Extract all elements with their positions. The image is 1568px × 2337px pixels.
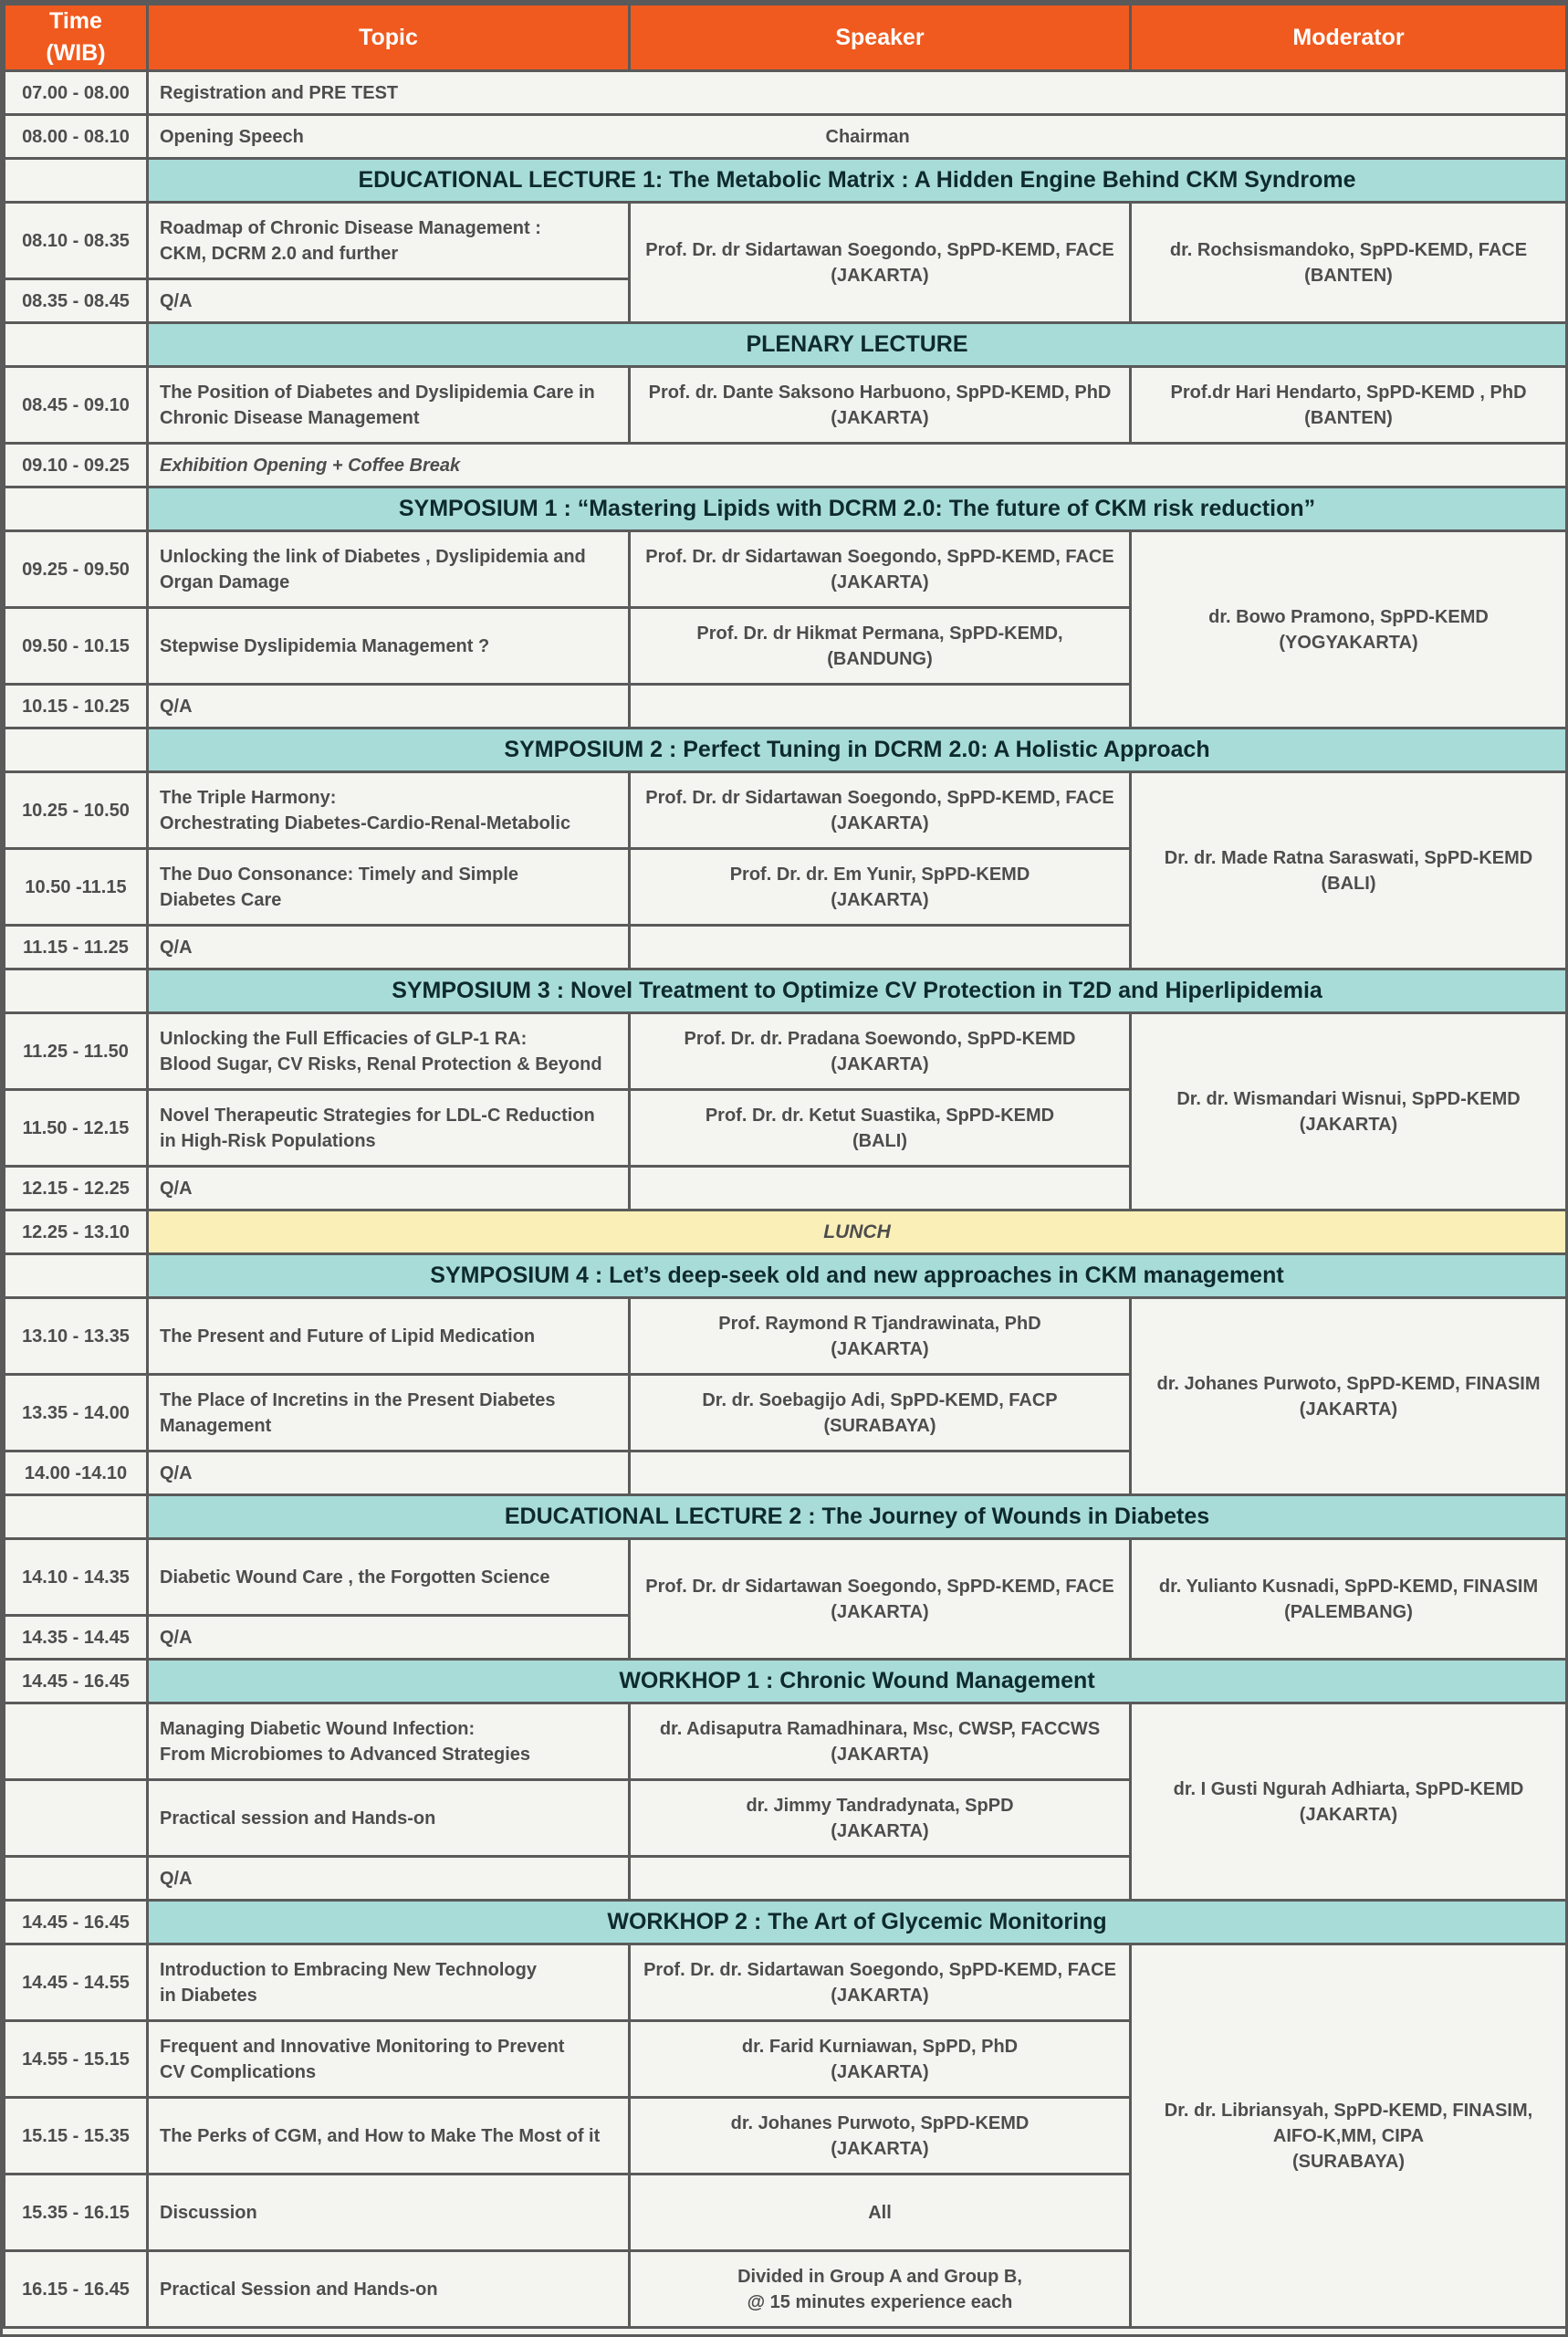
session-topic: Registration and PRE TEST	[148, 71, 1567, 115]
table-row	[5, 1703, 1567, 1780]
session-time: 09.50 - 10.15	[5, 608, 148, 685]
session-topic: Discussion	[148, 2175, 630, 2251]
session-moderator: dr. Yulianto Kusnadi, SpPD-KEMD, FINASIM (PALEMBANG)	[1131, 1539, 1567, 1660]
session-time: 08.45 - 09.10	[5, 367, 148, 444]
session-time: 11.15 - 11.25	[5, 926, 148, 969]
session-speaker: Prof. Dr. dr Sidartawan Soegondo, SpPD-KEMD, FACE (JAKARTA)	[630, 772, 1131, 849]
section-time	[5, 1495, 148, 1539]
session-time: 15.15 - 15.35	[5, 2098, 148, 2175]
session-topic: Q/A	[148, 926, 630, 969]
session-time	[5, 1780, 148, 1857]
session-moderator: Dr. dr. Wismandari Wisnui, SpPD-KEMD (JAKARTA)	[1131, 1013, 1567, 1210]
session-topic: Unlocking the link of Diabetes , Dyslipidemia and Organ Damage	[148, 531, 630, 608]
session-speaker: Prof. Raymond R Tjandrawinata, PhD (JAKARTA)	[630, 1298, 1131, 1375]
empty-speaker	[630, 1857, 1131, 1901]
section-time	[5, 487, 148, 531]
section-row	[5, 1254, 1567, 1298]
table-row	[5, 772, 1567, 849]
table-row	[5, 1013, 1567, 1090]
session-topic: Opening Speech	[148, 115, 630, 159]
header-row	[5, 5, 1567, 71]
session-speaker: dr. Adisaputra Ramadhinara, Msc, CWSP, FACCWS (JAKARTA)	[630, 1703, 1131, 1780]
section-title: WORKHOP 1 : Chronic Wound Management	[148, 1660, 1567, 1703]
section-time	[5, 728, 148, 772]
schedule-table	[3, 3, 1568, 2329]
section-title: WORKHOP 2 : The Art of Glycemic Monitoring	[148, 1901, 1567, 1944]
table-row	[5, 115, 1567, 159]
section-time: 14.45 - 16.45	[5, 1901, 148, 1944]
session-topic: Q/A	[148, 1616, 630, 1660]
section-title: PLENARY LECTURE	[148, 323, 1567, 367]
table-row	[5, 531, 1567, 608]
table-row	[5, 1944, 1567, 2021]
session-topic: Q/A	[148, 1167, 630, 1210]
session-topic: Practical Session and Hands-on	[148, 2251, 630, 2328]
session-speaker: dr. Jimmy Tandradynata, SpPD (JAKARTA)	[630, 1780, 1131, 1857]
section-row	[5, 1660, 1567, 1703]
session-time: 08.35 - 08.45	[5, 279, 148, 323]
lunch-row	[5, 1210, 1567, 1254]
session-time: 12.15 - 12.25	[5, 1167, 148, 1210]
header-moderator: Moderator	[1131, 5, 1567, 71]
session-time: 07.00 - 08.00	[5, 71, 148, 115]
session-topic: Q/A	[148, 685, 630, 728]
section-time	[5, 159, 148, 203]
session-speaker: Dr. dr. Soebagijo Adi, SpPD-KEMD, FACP (SURABAYA)	[630, 1375, 1131, 1451]
session-topic: The Present and Future of Lipid Medication	[148, 1298, 630, 1375]
section-time: 14.45 - 16.45	[5, 1660, 148, 1703]
session-speaker: Prof. Dr. dr Sidartawan Soegondo, SpPD-KEMD, FACE (JAKARTA)	[630, 203, 1131, 323]
session-time: 14.10 - 14.35	[5, 1539, 148, 1616]
session-time: 14.45 - 14.55	[5, 1944, 148, 2021]
section-time	[5, 1254, 148, 1298]
empty-speaker	[630, 926, 1131, 969]
session-moderator: dr. Rochsismandoko, SpPD-KEMD, FACE (BANTEN)	[1131, 203, 1567, 323]
session-speaker: Prof. Dr. dr. Ketut Suastika, SpPD-KEMD (BALI)	[630, 1090, 1131, 1167]
session-moderator: dr. I Gusti Ngurah Adhiarta, SpPD-KEMD (JAKARTA)	[1131, 1703, 1567, 1901]
session-topic: Novel Therapeutic Strategies for LDL-C Reduction in High-Risk Populations	[148, 1090, 630, 1167]
session-topic: Practical session and Hands-on	[148, 1780, 630, 1857]
section-title: SYMPOSIUM 3 : Novel Treatment to Optimize CV Protection in T2D and Hiperlipidemia	[148, 969, 1567, 1013]
session-moderator: dr. Johanes Purwoto, SpPD-KEMD, FINASIM (JAKARTA)	[1131, 1298, 1567, 1495]
session-topic: The Place of Incretins in the Present Diabetes Management	[148, 1375, 630, 1451]
table-row	[5, 1298, 1567, 1375]
session-time: 14.00 -14.10	[5, 1451, 148, 1495]
session-topic: Q/A	[148, 1451, 630, 1495]
session-topic: Unlocking the Full Efficacies of GLP-1 RA: Blood Sugar, CV Risks, Renal Protection & Beyond	[148, 1013, 630, 1090]
session-time: 15.35 - 16.15	[5, 2175, 148, 2251]
session-speaker: Prof. Dr. dr Sidartawan Soegondo, SpPD-KEMD, FACE (JAKARTA)	[630, 531, 1131, 608]
session-topic: The Triple Harmony: Orchestrating Diabetes-Cardio-Renal-Metabolic	[148, 772, 630, 849]
section-row	[5, 1901, 1567, 1944]
session-speaker: Prof. Dr. dr. Sidartawan Soegondo, SpPD-KEMD, FACE (JAKARTA)	[630, 1944, 1131, 2021]
session-time: 10.50 -11.15	[5, 849, 148, 926]
session-speaker: Prof. dr. Dante Saksono Harbuono, SpPD-KEMD, PhD (JAKARTA)	[630, 367, 1131, 444]
session-time: 08.00 - 08.10	[5, 115, 148, 159]
session-topic: Frequent and Innovative Monitoring to Prevent CV Complications	[148, 2021, 630, 2098]
empty-speaker	[630, 1167, 1131, 1210]
section-row	[5, 323, 1567, 367]
empty-speaker	[630, 685, 1131, 728]
section-row	[5, 969, 1567, 1013]
session-topic: Roadmap of Chronic Disease Management : CKM, DCRM 2.0 and further	[148, 203, 630, 279]
session-speaker: Divided in Group A and Group B, @ 15 minutes experience each	[630, 2251, 1131, 2328]
session-moderator: Prof.dr Hari Hendarto, SpPD-KEMD , PhD (BANTEN)	[1131, 367, 1567, 444]
session-speaker: Prof. Dr. dr. Em Yunir, SpPD-KEMD (JAKARTA)	[630, 849, 1131, 926]
session-topic: Diabetic Wound Care , the Forgotten Science	[148, 1539, 630, 1616]
session-moderator: Dr. dr. Made Ratna Saraswati, SpPD-KEMD (BALI)	[1131, 772, 1567, 969]
session-topic: Exhibition Opening + Coffee Break	[148, 444, 1567, 487]
session-speaker: Chairman	[630, 115, 1567, 159]
lunch-label: LUNCH	[148, 1210, 1567, 1254]
session-time: 08.10 - 08.35	[5, 203, 148, 279]
session-time	[5, 1857, 148, 1901]
section-title: SYMPOSIUM 4 : Let’s deep-seek old and new approaches in CKM management	[148, 1254, 1567, 1298]
table-row	[5, 1539, 1567, 1616]
table-row	[5, 203, 1567, 279]
section-time	[5, 969, 148, 1013]
table-row	[5, 71, 1567, 115]
session-time: 14.35 - 14.45	[5, 1616, 148, 1660]
session-speaker: Prof. Dr. dr. Pradana Soewondo, SpPD-KEMD (JAKARTA)	[630, 1013, 1131, 1090]
section-title: EDUCATIONAL LECTURE 2 : The Journey of Wounds in Diabetes	[148, 1495, 1567, 1539]
session-time: 11.50 - 12.15	[5, 1090, 148, 1167]
session-speaker: Prof. Dr. dr Sidartawan Soegondo, SpPD-KEMD, FACE (JAKARTA)	[630, 1539, 1131, 1660]
session-moderator: dr. Bowo Pramono, SpPD-KEMD (YOGYAKARTA)	[1131, 531, 1567, 728]
section-title: SYMPOSIUM 2 : Perfect Tuning in DCRM 2.0: A Holistic Approach	[148, 728, 1567, 772]
session-time	[5, 1703, 148, 1780]
section-title: EDUCATIONAL LECTURE 1: The Metabolic Matrix : A Hidden Engine Behind CKM Syndrome	[148, 159, 1567, 203]
session-topic: Stepwise Dyslipidemia Management ?	[148, 608, 630, 685]
section-row	[5, 1495, 1567, 1539]
session-speaker: Prof. Dr. dr Hikmat Permana, SpPD-KEMD, (BANDUNG)	[630, 608, 1131, 685]
section-row	[5, 487, 1567, 531]
session-time: 14.55 - 15.15	[5, 2021, 148, 2098]
header-topic: Topic	[148, 5, 630, 71]
session-topic: Q/A	[148, 1857, 630, 1901]
session-time: 09.25 - 09.50	[5, 531, 148, 608]
session-time: 10.15 - 10.25	[5, 685, 148, 728]
session-time: 09.10 - 09.25	[5, 444, 148, 487]
session-time: 10.25 - 10.50	[5, 772, 148, 849]
session-speaker: dr. Johanes Purwoto, SpPD-KEMD (JAKARTA)	[630, 2098, 1131, 2175]
session-time: 13.35 - 14.00	[5, 1375, 148, 1451]
session-time: 11.25 - 11.50	[5, 1013, 148, 1090]
header-time: Time (WIB)	[5, 5, 148, 71]
session-time: 13.10 - 13.35	[5, 1298, 148, 1375]
session-topic: Q/A	[148, 279, 630, 323]
session-topic: The Perks of CGM, and How to Make The Most of it	[148, 2098, 630, 2175]
section-row	[5, 159, 1567, 203]
session-time: 16.15 - 16.45	[5, 2251, 148, 2328]
table-row	[5, 444, 1567, 487]
section-row	[5, 728, 1567, 772]
table-row	[5, 367, 1567, 444]
empty-speaker	[630, 1451, 1131, 1495]
session-speaker: All	[630, 2175, 1131, 2251]
session-topic: Managing Diabetic Wound Infection: From Microbiomes to Advanced Strategies	[148, 1703, 630, 1780]
section-title: SYMPOSIUM 1 : “Mastering Lipids with DCRM 2.0: The future of CKM risk reduction”	[148, 487, 1567, 531]
session-time: 12.25 - 13.10	[5, 1210, 148, 1254]
session-topic: The Position of Diabetes and Dyslipidemia Care in Chronic Disease Management	[148, 367, 630, 444]
section-time	[5, 323, 148, 367]
session-topic: The Duo Consonance: Timely and Simple Diabetes Care	[148, 849, 630, 926]
header-speaker: Speaker	[630, 5, 1131, 71]
session-moderator: Dr. dr. Libriansyah, SpPD-KEMD, FINASIM, AIFO-K,MM, CIPA (SURABAYA)	[1131, 1944, 1567, 2328]
session-speaker: dr. Farid Kurniawan, SpPD, PhD (JAKARTA)	[630, 2021, 1131, 2098]
session-topic: Introduction to Embracing New Technology in Diabetes	[148, 1944, 630, 2021]
